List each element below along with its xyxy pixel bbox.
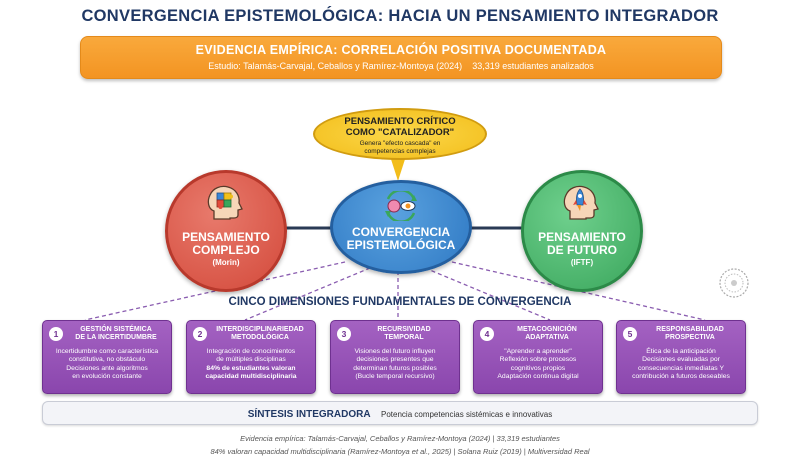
synthesis-label: SÍNTESIS INTEGRADORA — [247, 409, 371, 420]
dimension-line: Adaptación continua digital — [497, 372, 579, 380]
complex-title-line1: PENSAMIENTO — [182, 230, 270, 244]
dimension-line: decisiones presentes que — [356, 356, 434, 364]
dimension-title — [353, 326, 455, 342]
dimension-title-line2: PROSPECTIVA — [665, 334, 715, 341]
dimension-description — [47, 348, 167, 381]
dimension-number: 2 — [193, 327, 207, 341]
complex-thinking-node — [165, 170, 287, 292]
dimension-card-3 — [330, 320, 460, 394]
dimension-title — [209, 326, 311, 342]
future-title-line2: DE FUTURO — [547, 243, 617, 257]
banner-heading: EVIDENCIA EMPÍRICA: CORRELACIÓN POSITIVA DOCUMENTADA — [195, 43, 607, 57]
future-title-line1: PENSAMIENTO — [538, 230, 626, 244]
synthesis-text: Potencia competencias sistémicas e innovativas — [381, 410, 553, 419]
dimension-title-line2: ADAPTATIVA — [525, 334, 569, 341]
dimension-number: 5 — [623, 327, 637, 341]
dimension-title-line1: INTERDISCIPLINARIEDAD — [216, 326, 304, 333]
dimension-description — [621, 348, 741, 381]
dimension-line: Incertidumbre como característica — [55, 348, 159, 355]
catalyst-title — [315, 116, 485, 138]
brain-eye-cycle-icon — [380, 191, 422, 221]
dimension-line: en evolución constante — [72, 372, 142, 380]
dimension-title-line2: METODOLÓGICA — [231, 334, 289, 341]
dimension-line: determinan futuros posibles — [353, 364, 437, 372]
future-thinking-title — [524, 231, 640, 257]
catalyst-bubble — [313, 108, 487, 160]
dimension-line: Decisiones ante algoritmos — [66, 364, 148, 372]
complex-thinking-source: (Morin) — [212, 258, 240, 267]
dimension-number: 3 — [337, 327, 351, 341]
dimension-line: "Aprender a aprender" — [504, 348, 572, 355]
catalyst-subtitle — [315, 140, 485, 156]
dimension-line: (Bucle temporal recursivo) — [355, 372, 435, 380]
catalyst-sub-line2: competencias complejas — [364, 148, 436, 155]
dimension-title — [65, 326, 167, 342]
dimension-card-5 — [616, 320, 746, 394]
dimension-title — [639, 326, 741, 342]
dimension-title-line1: RECURSIVIDAD — [377, 326, 431, 333]
footer-line-2: 84% valoran capacidad multidisciplinaria (Ramírez-Montoya et al., 2025) | Solana Ruiz (2019) | Multiversidad Real — [210, 447, 590, 456]
catalyst-title-line1: PENSAMIENTO CRÍTICO — [344, 116, 456, 127]
dimension-line: contribución a futuros deseables — [632, 372, 730, 380]
dimension-card-4 — [473, 320, 603, 394]
dimension-description — [191, 348, 311, 381]
convergence-node — [330, 180, 472, 274]
convergence-title-line2: EPISTEMOLÓGICA — [346, 238, 456, 252]
dimension-line: Reflexión sobre procesos — [499, 356, 577, 364]
convergence-title — [333, 226, 469, 252]
complex-thinking-title — [168, 231, 284, 257]
dimension-title-line2: TEMPORAL — [384, 334, 424, 341]
dimension-title-line1: GESTIÓN SISTÉMICA — [80, 326, 152, 333]
dimension-line: Integración de conocimientos — [206, 348, 296, 355]
dimension-line: Decisiones evaluadas por — [642, 356, 720, 364]
synthesis-bar — [42, 401, 758, 425]
future-thinking-node — [521, 170, 643, 292]
seal-icon — [718, 267, 750, 299]
dimension-card-1 — [42, 320, 172, 394]
dimension-line: Ética de la anticipación — [646, 348, 716, 355]
dimension-title-line2: DE LA INCERTIDUMBRE — [75, 334, 157, 341]
future-thinking-source: (IFTF) — [570, 258, 594, 267]
banner-students: 33,319 estudiantes analizados — [472, 61, 594, 71]
page-title: CONVERGENCIA EPISTEMOLÓGICA: HACIA UN PENSAMIENTO INTEGRADOR — [81, 7, 719, 25]
puzzle-head-icon — [204, 183, 248, 223]
footer-line-1: Evidencia empírica: Talamás-Carvajal, Ceballos y Ramírez-Montoya (2024) | 33,319 estudiantes — [240, 434, 560, 443]
dimension-line: consecuencias inmediatas Y — [637, 364, 725, 372]
dimension-card-2 — [186, 320, 316, 394]
dimension-line: Visiones del futuro influyen — [354, 348, 436, 355]
dimension-title — [496, 326, 598, 342]
dimension-highlight: 84% de estudiantes valoran — [206, 364, 296, 372]
dimension-number: 1 — [49, 327, 63, 341]
dimension-line: constitutiva, no obstáculo — [68, 356, 146, 364]
dimension-title-line1: METACOGNICIÓN — [517, 326, 577, 333]
convergence-title-line1: CONVERGENCIA — [351, 225, 450, 239]
dimension-number: 4 — [480, 327, 494, 341]
banner-study: Estudio: Talamás-Carvajal, Ceballos y Ramírez-Montoya (2024) — [208, 61, 463, 71]
dimension-description — [335, 348, 455, 381]
dimension-highlight: capacidad multidisciplinaria — [205, 372, 297, 380]
dimensions-heading: CINCO DIMENSIONES FUNDAMENTALES DE CONVERGENCIA — [228, 296, 572, 308]
dimension-line: de múltiples disciplinas — [216, 356, 286, 364]
dimension-title-line1: RESPONSABILIDAD — [656, 326, 724, 333]
rocket-head-icon — [560, 183, 604, 223]
dimension-description — [478, 348, 598, 381]
dimension-line: cognitivos propios — [510, 364, 566, 372]
catalyst-sub-line1: Genera "efecto cascada" en — [359, 140, 441, 147]
catalyst-title-line2: COMO "CATALIZADOR" — [345, 127, 455, 138]
dim4-connector — [425, 268, 550, 320]
complex-title-line2: COMPLEJO — [192, 243, 260, 257]
